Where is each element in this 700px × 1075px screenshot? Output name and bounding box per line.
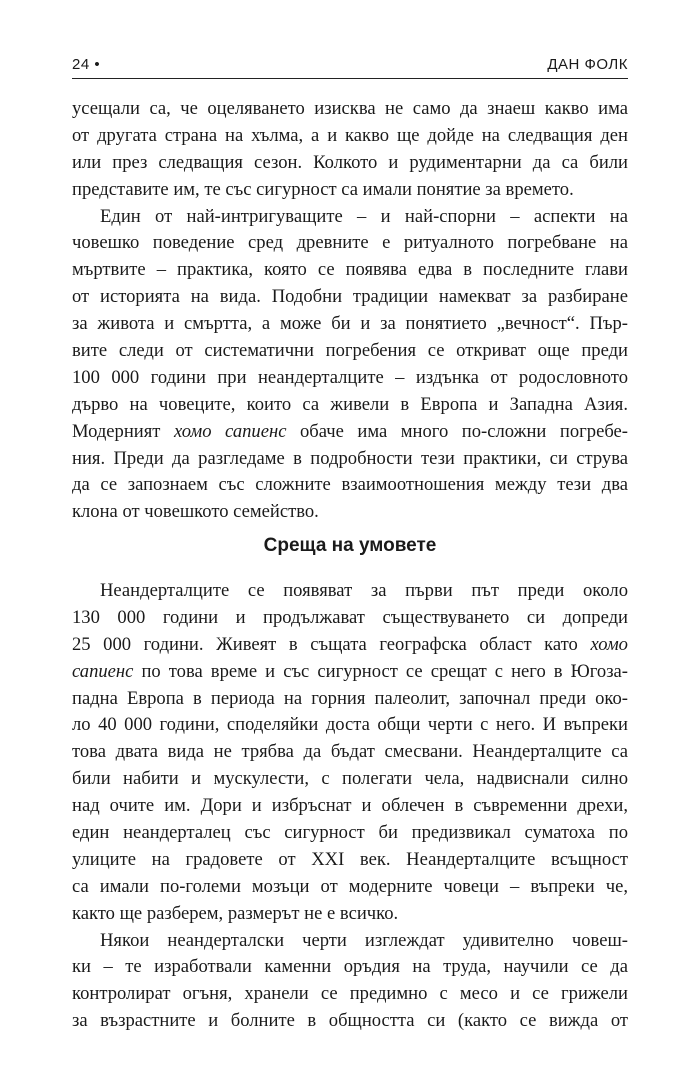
text-line: от историята на вида. Подобни традиции намекват за разбиране [72,286,628,308]
text-line: 100 000 години при неандерталците – издънка от родословното [72,366,628,388]
text-line: от другата страна на хълма, а и какво ще дойде на следващия ден [72,124,628,146]
italic-term: хомо [590,633,628,655]
text-line: представите им, те със сигурност са имали понятие за времето. [72,178,574,200]
text-line: това двата вида не трябва да бъдат смесвани. Неандерталците са [72,741,628,763]
text-line: са имали по-големи мозъци от модерните човеци – въпреки че, [72,875,628,897]
text-line-mixed [72,659,628,686]
text-line: или през следващия сезон. Колкото и рудиментарни да са били [72,151,628,173]
text-line: дърво на човеците, които са живели в Европа и Западна Азия. [72,393,628,415]
running-header [72,56,628,78]
text-line: вите следи от систематични погребения се откриват още преди [72,340,628,362]
text-line: мъртвите – практика, която се появява едва в последните глави [72,259,628,281]
text-line-mixed [72,632,628,659]
italic-term: сапиенс [72,660,134,682]
page-number: 24 • [72,56,101,73]
text-fragment: Модерният [72,420,161,442]
text-line: Един от най-интригуващите – и най-спорни – аспекти на [100,205,628,227]
running-head-author: ДАН ФОЛК [547,56,628,73]
italic-term: хомо сапиенс [173,420,287,442]
text-line: един неандерталец със сигурност би предизвикал суматоха по [72,822,628,844]
text-line: за живота и смъртта, а може би и за понятието „вечност“. Пър- [72,313,628,335]
text-line: човешко поведение сред древните е ритуалното погребване на [72,232,628,254]
text-line: ло 40 000 години, споделяйки доста общи черти с него. И въпреки [72,714,628,736]
text-fragment: обаче има много по-сложни погребе- [300,420,628,442]
text-line-mixed [72,419,628,446]
text-fragment: по това време и със сигурност се срещат с него в Югоза- [141,660,628,682]
text-line: както ще разберем, размерът не е всичко. [72,902,399,924]
section-heading: Среща на умовете [263,535,437,556]
body-text-section-2 [72,578,628,1035]
body-text-section-1 [72,96,628,526]
text-line: ния. Преди да разгледаме в подробности тези практики, си струва [72,447,628,469]
text-line: над очите им. Дори и избръснат и облечен в съвременни дрехи, [72,795,628,817]
text-line: контролират огъня, хранели се предимно с месо и се грижели [72,983,628,1005]
text-line: усещали са, че оцеляването изисква не само да знаеш какво има [72,98,628,119]
text-line: да се запознаем със сложните взаимоотношения между тези два [72,474,628,496]
text-line: падна Европа в периода на горния палеолит, започнал преди око- [72,687,628,709]
text-line: 130 000 години и продължават съществуването си допреди [72,606,628,628]
text-line: за възрастните и болните в общността си (както се вижда от [72,1010,628,1032]
text-line: Неандерталците се появяват за първи път преди около [100,580,628,601]
text-line: клона от човешкото семейство. [72,501,319,523]
text-line: Някои неандерталски черти изглеждат удивително човеш- [100,929,628,951]
text-fragment: 25 000 години. Живеят в същата географска област като [72,633,578,655]
header-rule [72,78,628,79]
text-line: улиците на градовете от XXI век. Неандерталците всъщност [72,848,628,870]
text-line: ки – те изработвали каменни оръдия на труда, научили се да [72,956,628,978]
text-line: били набити и мускулести, с полегати чела, надвиснали силно [72,768,628,790]
